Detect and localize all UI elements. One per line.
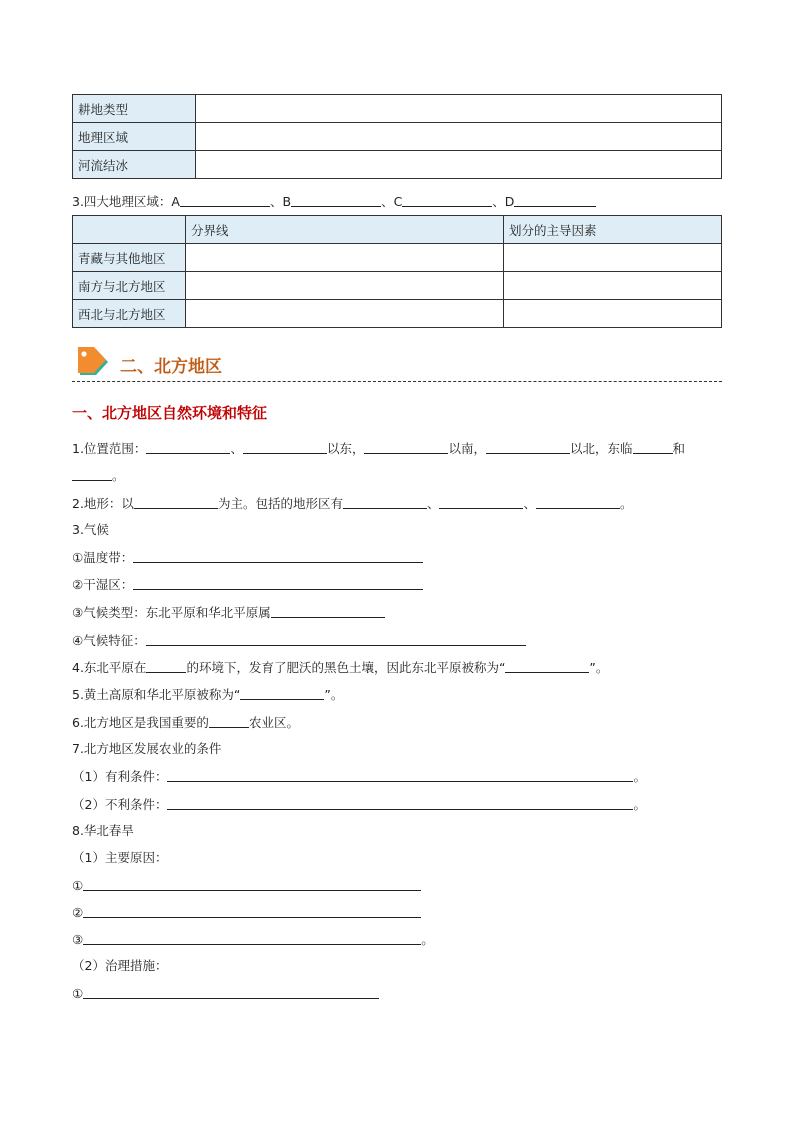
text: 1.位置范围： xyxy=(72,441,147,456)
blank[interactable] xyxy=(83,984,379,999)
text: ① xyxy=(72,878,84,893)
text: （2）不利条件： xyxy=(72,797,168,812)
text: 2.地形：以 xyxy=(72,496,134,511)
blank[interactable] xyxy=(271,603,385,618)
answer-cell[interactable] xyxy=(196,95,722,123)
item-7-2 xyxy=(72,795,646,814)
row-label: 青藏与其他地区 xyxy=(73,244,186,272)
text: 以北，东临 xyxy=(569,441,633,456)
blank[interactable] xyxy=(439,494,523,509)
blank[interactable] xyxy=(240,685,324,700)
text: 6.北方地区是我国重要的 xyxy=(72,715,209,730)
table-row xyxy=(73,151,722,179)
table-row xyxy=(73,244,722,272)
row-label: 地理区域 xyxy=(73,123,196,151)
q3-d: 、D xyxy=(492,194,515,209)
subsection-title: 一、北方地区自然环境和特征 xyxy=(72,404,268,422)
blank[interactable] xyxy=(343,494,427,509)
blank-c[interactable] xyxy=(402,192,492,207)
text: （1）有利条件： xyxy=(72,769,168,784)
blank-a[interactable] xyxy=(180,192,270,207)
table-header-row xyxy=(73,216,722,244)
q3-c: 、C xyxy=(381,194,403,209)
blank[interactable] xyxy=(72,466,112,481)
text: 。 xyxy=(421,932,434,947)
table-region-boundaries xyxy=(72,215,722,328)
text: ④气候特征： xyxy=(72,633,146,648)
blank-d[interactable] xyxy=(514,192,596,207)
text: ①温度带： xyxy=(72,550,134,565)
text: 的环境下，发育了肥沃的黑色土壤，因此东北平原被称为“ xyxy=(186,660,506,675)
blank-b[interactable] xyxy=(291,192,381,207)
header-factor: 划分的主导因素 xyxy=(504,216,722,244)
header-empty xyxy=(73,216,186,244)
blank[interactable] xyxy=(133,575,423,590)
text: ②干湿区： xyxy=(72,577,134,592)
text: ① xyxy=(72,986,84,1001)
item-8: 8.华北春旱 xyxy=(72,823,134,838)
blank[interactable] xyxy=(146,631,526,646)
answer-cell[interactable] xyxy=(504,244,722,272)
text: ③ xyxy=(72,932,84,947)
blank[interactable] xyxy=(146,439,230,454)
item-3-4 xyxy=(72,631,526,650)
text: 以南， xyxy=(448,441,486,456)
text: ”。 xyxy=(589,660,609,675)
item-2 xyxy=(72,494,633,513)
text: ② xyxy=(72,905,84,920)
text: 。 xyxy=(112,468,125,483)
blank[interactable] xyxy=(505,658,589,673)
answer-cell[interactable] xyxy=(504,300,722,328)
tag-icon xyxy=(74,345,112,379)
item-3-1 xyxy=(72,548,423,567)
row-label: 南方与北方地区 xyxy=(73,272,186,300)
item-7: 7.北方地区发展农业的条件 xyxy=(72,741,222,756)
blank[interactable] xyxy=(243,439,327,454)
answer-cell[interactable] xyxy=(186,244,504,272)
text: 4.东北平原在 xyxy=(72,660,147,675)
blank[interactable] xyxy=(83,930,421,945)
item-8-c3 xyxy=(72,930,434,949)
item-8-d1 xyxy=(72,984,379,1003)
row-label: 耕地类型 xyxy=(73,95,196,123)
blank[interactable] xyxy=(83,876,421,891)
item-8-c2 xyxy=(72,903,421,922)
text: 、 xyxy=(230,441,243,456)
item-6 xyxy=(72,713,299,732)
blank[interactable] xyxy=(167,767,633,782)
text: 为主。包括的地形区有 xyxy=(217,496,343,511)
question-3 xyxy=(72,192,596,211)
blank[interactable] xyxy=(486,439,570,454)
text: ③气候类型：东北平原和华北平原属 xyxy=(72,605,271,620)
item-8-2: （2）治理措施： xyxy=(72,958,168,973)
blank[interactable] xyxy=(167,795,633,810)
item-5 xyxy=(72,685,343,704)
item-8-c1 xyxy=(72,876,421,895)
text: ”。 xyxy=(324,687,344,702)
text: 。 xyxy=(633,769,646,784)
item-1-cont xyxy=(72,466,125,485)
table-row xyxy=(73,95,722,123)
blank[interactable] xyxy=(633,439,673,454)
q3-text: 3.四大地理区域：A xyxy=(72,194,180,209)
answer-cell[interactable] xyxy=(186,272,504,300)
answer-cell[interactable] xyxy=(196,123,722,151)
blank[interactable] xyxy=(536,494,620,509)
text: 。 xyxy=(633,797,646,812)
item-3: 3.气候 xyxy=(72,522,109,537)
row-label: 西北与北方地区 xyxy=(73,300,186,328)
blank[interactable] xyxy=(146,658,186,673)
table-row xyxy=(73,300,722,328)
table-land-types xyxy=(72,94,722,179)
text: 农业区。 xyxy=(248,715,299,730)
header-boundary: 分界线 xyxy=(186,216,504,244)
text: 、 xyxy=(523,496,536,511)
blank[interactable] xyxy=(83,903,421,918)
blank[interactable] xyxy=(364,439,448,454)
row-label: 河流结冰 xyxy=(73,151,196,179)
item-7-1 xyxy=(72,767,646,786)
item-8-1: （1）主要原因： xyxy=(72,850,168,865)
text: 5.黄土高原和华北平原被称为“ xyxy=(72,687,241,702)
text: 。 xyxy=(619,496,633,511)
answer-cell[interactable] xyxy=(186,300,504,328)
section-title: 二、北方地区 xyxy=(120,357,222,377)
blank[interactable] xyxy=(134,494,218,509)
item-3-2 xyxy=(72,575,423,594)
section-divider xyxy=(72,381,722,382)
item-4 xyxy=(72,658,608,677)
table-row xyxy=(73,272,722,300)
blank[interactable] xyxy=(133,548,423,563)
answer-cell[interactable] xyxy=(504,272,722,300)
text: 和 xyxy=(672,441,686,456)
item-1 xyxy=(72,439,685,458)
table-row xyxy=(73,123,722,151)
text: 、 xyxy=(426,496,440,511)
text: 以东， xyxy=(326,441,365,456)
answer-cell[interactable] xyxy=(196,151,722,179)
blank[interactable] xyxy=(209,713,249,728)
item-3-3 xyxy=(72,603,385,622)
q3-b: 、B xyxy=(269,194,292,209)
